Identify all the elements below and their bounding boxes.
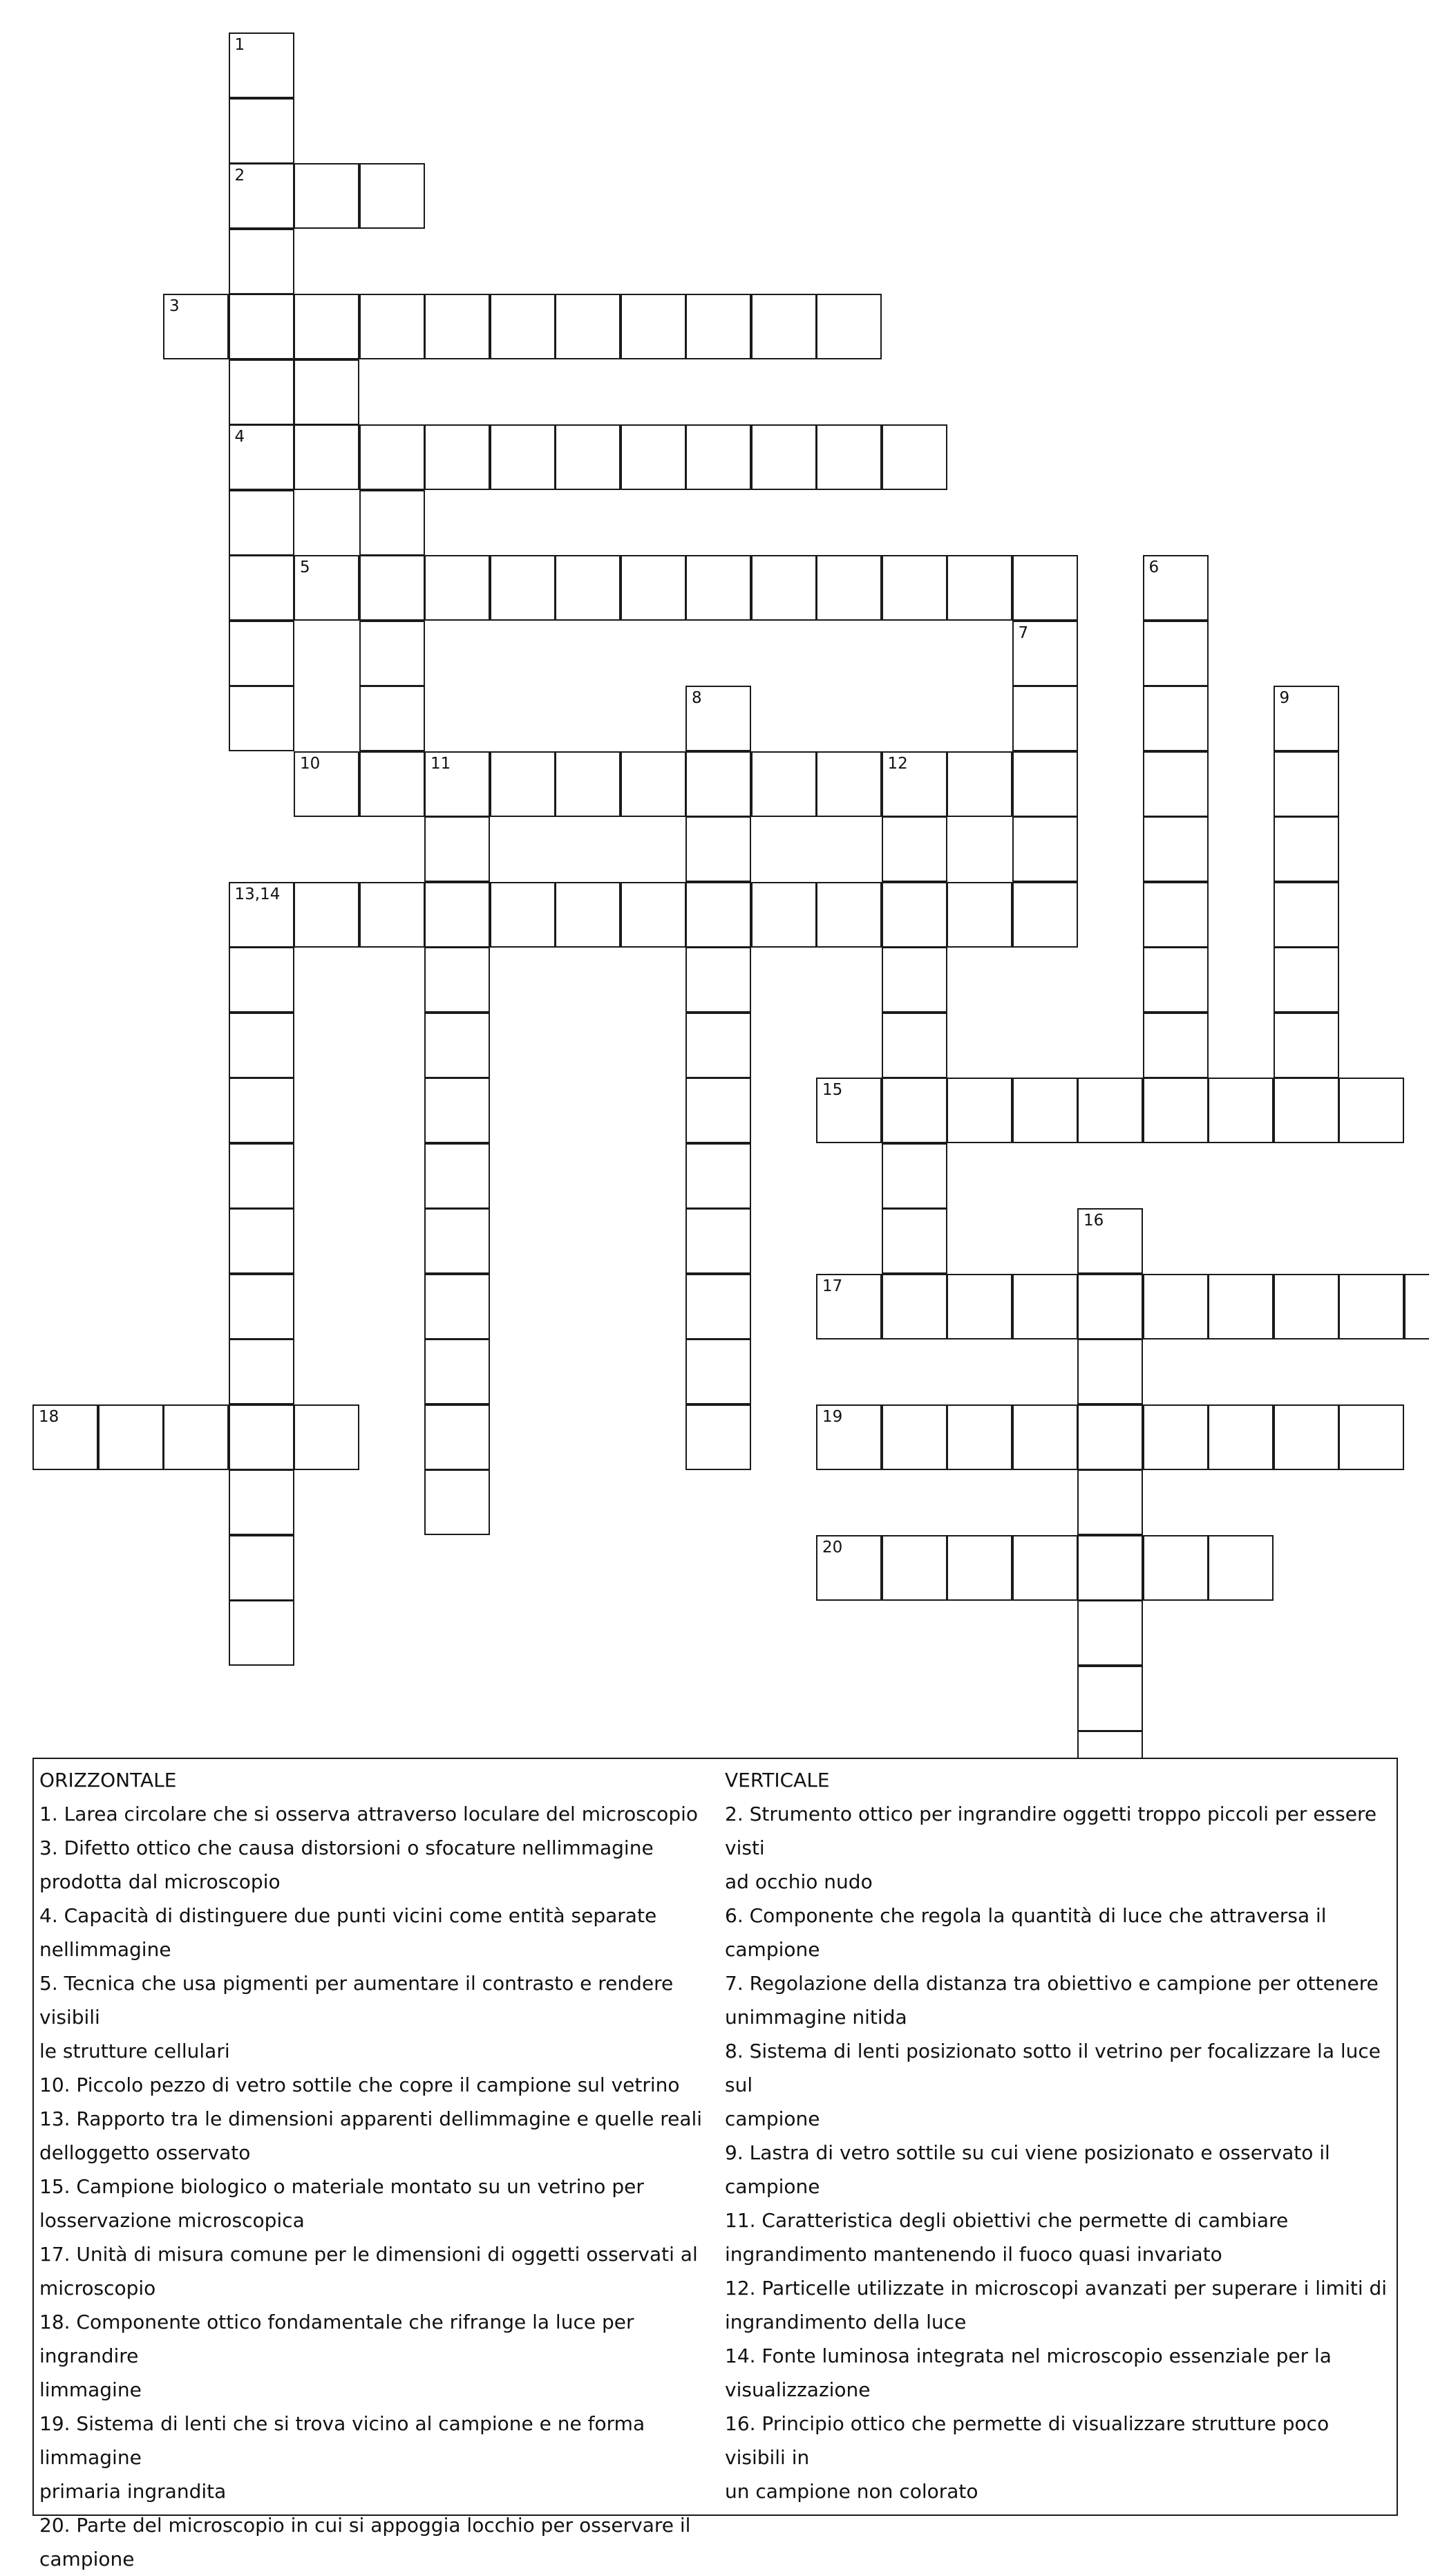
vertical-clues-heading: VERTICALE (725, 1763, 1395, 1797)
clue-line: ingrandimento della luce (725, 2305, 1395, 2339)
grid-cell[interactable] (163, 294, 229, 359)
grid-cell[interactable] (555, 751, 621, 817)
grid-cell[interactable] (163, 1404, 229, 1470)
clue-line: losservazione microscopica (39, 2203, 730, 2237)
grid-cell[interactable] (359, 621, 425, 686)
grid-cell[interactable] (490, 424, 556, 490)
grid-cell[interactable] (229, 1143, 294, 1209)
grid-cell[interactable] (882, 1078, 947, 1143)
clue-number: 5 (300, 560, 310, 576)
grid-cell[interactable] (294, 1404, 359, 1470)
grid-cell[interactable] (1274, 1274, 1339, 1339)
grid-cell[interactable] (621, 751, 686, 817)
grid-cell[interactable] (359, 490, 425, 556)
grid-cell[interactable] (1274, 751, 1339, 817)
grid-cell[interactable] (882, 1143, 947, 1209)
grid-cell[interactable] (229, 490, 294, 556)
grid-cell[interactable] (816, 424, 882, 490)
grid-cell[interactable] (685, 1274, 751, 1339)
grid-cell[interactable] (424, 751, 490, 817)
clue-number: 17 (822, 1279, 842, 1295)
clue-line: 14. Fonte luminosa integrata nel microscopio essenziale per la (725, 2339, 1395, 2373)
clue-line: microscopio (39, 2271, 730, 2305)
grid-cell[interactable] (490, 882, 556, 948)
grid-cell[interactable] (1143, 1535, 1209, 1601)
grid-cell[interactable] (1143, 882, 1209, 948)
clue-line: 12. Particelle utilizzate in microscopi avanzati per superare i limiti di (725, 2271, 1395, 2305)
grid-cell[interactable] (229, 1469, 294, 1535)
grid-cell[interactable] (229, 947, 294, 1013)
grid-cell[interactable] (490, 555, 556, 621)
clue-number: 19 (822, 1409, 842, 1425)
grid-cell[interactable] (229, 555, 294, 621)
grid-cell[interactable] (947, 1404, 1012, 1470)
clue-line: le strutture cellulari (39, 2034, 730, 2068)
grid-cell[interactable] (816, 1404, 882, 1470)
grid-cell[interactable] (229, 1208, 294, 1274)
clue-line: ingrandimento mantenendo il fuoco quasi invariato (725, 2237, 1395, 2271)
clue-line: campione (39, 2542, 730, 2576)
clue-number: 10 (300, 756, 320, 772)
clue-number: 12 (888, 756, 908, 772)
grid-cell[interactable] (229, 621, 294, 686)
grid-cell[interactable] (555, 555, 621, 621)
grid-cell[interactable] (229, 1274, 294, 1339)
grid-cell[interactable] (882, 947, 947, 1013)
grid-cell[interactable] (685, 1078, 751, 1143)
grid-cell[interactable] (1012, 686, 1078, 751)
grid-cell[interactable] (882, 751, 947, 817)
clue-line: primaria ingrandita (39, 2474, 730, 2508)
grid-cell[interactable] (1143, 947, 1209, 1013)
grid-cell[interactable] (947, 1078, 1012, 1143)
grid-cell[interactable] (751, 294, 817, 359)
grid-cell[interactable] (229, 32, 294, 98)
grid-cell[interactable] (32, 1404, 98, 1470)
grid-cell[interactable] (424, 1078, 490, 1143)
grid-cell[interactable] (424, 816, 490, 882)
clue-number: 18 (39, 1409, 59, 1425)
grid-cell[interactable] (359, 555, 425, 621)
clue-line: campione (725, 2170, 1395, 2203)
grid-cell[interactable] (1012, 1274, 1078, 1339)
grid-cell[interactable] (816, 1274, 882, 1339)
grid-cell[interactable] (1012, 1535, 1078, 1601)
grid-cell[interactable] (359, 686, 425, 751)
horizontal-clues-heading: ORIZZONTALE (39, 1763, 730, 1797)
grid-cell[interactable] (1077, 1404, 1143, 1470)
grid-cell[interactable] (229, 882, 294, 948)
clue-number: 6 (1149, 560, 1160, 576)
grid-cell[interactable] (1077, 1208, 1143, 1274)
grid-cell[interactable] (1012, 621, 1078, 686)
grid-cell[interactable] (1274, 1078, 1339, 1143)
clue-line: 20. Parte del microscopio in cui si appoggia locchio per osservare il (39, 2508, 730, 2542)
grid-cell[interactable] (1143, 816, 1209, 882)
grid-cell[interactable] (751, 882, 817, 948)
grid-cell[interactable] (1208, 1078, 1274, 1143)
grid-cell[interactable] (1143, 555, 1209, 621)
grid-cell[interactable] (1077, 1274, 1143, 1339)
grid-cell[interactable] (1338, 1404, 1404, 1470)
grid-cell[interactable] (685, 947, 751, 1013)
clue-line: 9. Lastra di vetro sottile su cui viene posizionato e osservato il (725, 2136, 1395, 2170)
grid-cell[interactable] (816, 1078, 882, 1143)
clue-number: 20 (822, 1540, 842, 1556)
grid-cell[interactable] (229, 294, 294, 359)
grid-cell[interactable] (1274, 882, 1339, 948)
grid-cell[interactable] (621, 555, 686, 621)
grid-cell[interactable] (1274, 1404, 1339, 1470)
grid-cell[interactable] (1012, 1078, 1078, 1143)
grid-cell[interactable] (229, 1078, 294, 1143)
grid-cell[interactable] (294, 359, 359, 425)
grid-cell[interactable] (229, 424, 294, 490)
grid-cell[interactable] (1077, 1535, 1143, 1601)
grid-cell[interactable] (1404, 1274, 1429, 1339)
grid-cell[interactable] (947, 1274, 1012, 1339)
grid-cell[interactable] (882, 1274, 947, 1339)
clue-line: campione (725, 2102, 1395, 2136)
clue-line: 18. Componente ottico fondamentale che rifrange la luce per ingrandire (39, 2305, 730, 2373)
clue-line: limmagine (39, 2373, 730, 2407)
grid-cell[interactable] (1208, 1535, 1274, 1601)
grid-cell[interactable] (1338, 1274, 1404, 1339)
clues-box (32, 1758, 1398, 2516)
grid-cell[interactable] (1077, 1600, 1143, 1666)
clue-number: 15 (822, 1082, 842, 1098)
grid-cell[interactable] (424, 1143, 490, 1209)
grid-cell[interactable] (1143, 751, 1209, 817)
clue-line: 10. Piccolo pezzo di vetro sottile che copre il campione sul vetrino (39, 2068, 730, 2102)
clue-line: 2. Strumento ottico per ingrandire oggetti troppo piccoli per essere visti (725, 1797, 1395, 1865)
horizontal-clues (39, 1763, 730, 2576)
grid-cell[interactable] (294, 163, 359, 229)
grid-cell[interactable] (685, 424, 751, 490)
grid-cell[interactable] (359, 751, 425, 817)
grid-cell[interactable] (882, 424, 947, 490)
clue-line: 6. Componente che regola la quantità di luce che attraversa il campione (725, 1899, 1395, 1966)
grid-cell[interactable] (882, 1208, 947, 1274)
grid-cell[interactable] (685, 686, 751, 751)
grid-cell[interactable] (490, 294, 556, 359)
grid-cell[interactable] (359, 424, 425, 490)
grid-cell[interactable] (621, 882, 686, 948)
grid-cell[interactable] (1077, 1078, 1143, 1143)
grid-cell[interactable] (424, 1013, 490, 1078)
grid-cell[interactable] (229, 163, 294, 229)
clue-number: 9 (1280, 690, 1290, 706)
grid-cell[interactable] (947, 882, 1012, 948)
grid-cell[interactable] (1143, 621, 1209, 686)
clue-line: nellimmagine (39, 1933, 730, 1966)
grid-cell[interactable] (685, 1404, 751, 1470)
grid-cell[interactable] (1143, 1078, 1209, 1143)
clue-line: 4. Capacità di distinguere due punti vicini come entità separate (39, 1899, 730, 1933)
clue-line: 13. Rapporto tra le dimensioni apparenti dellimmagine e quelle reali (39, 2102, 730, 2136)
grid-cell[interactable] (1143, 686, 1209, 751)
grid-cell[interactable] (816, 1535, 882, 1601)
clue-line: 8. Sistema di lenti posizionato sotto il vetrino per focalizzare la luce sul (725, 2034, 1395, 2102)
grid-cell[interactable] (359, 294, 425, 359)
grid-cell[interactable] (685, 1143, 751, 1209)
clue-line: 5. Tecnica che usa pigmenti per aumentare il contrasto e rendere visibili (39, 1966, 730, 2034)
grid-cell[interactable] (229, 1404, 294, 1470)
grid-cell[interactable] (424, 1469, 490, 1535)
grid-cell[interactable] (229, 1535, 294, 1601)
grid-cell[interactable] (1274, 686, 1339, 751)
clue-number: 1 (235, 37, 245, 53)
grid-cell[interactable] (1143, 1404, 1209, 1470)
grid-cell[interactable] (229, 1339, 294, 1404)
grid-cell[interactable] (294, 424, 359, 490)
grid-cell[interactable] (751, 751, 817, 817)
clue-line: 17. Unità di misura comune per le dimensioni di oggetti osservati al (39, 2237, 730, 2271)
grid-cell[interactable] (1274, 816, 1339, 882)
grid-cell[interactable] (621, 294, 686, 359)
grid-cell[interactable] (751, 424, 817, 490)
grid-cell[interactable] (947, 1535, 1012, 1601)
grid-cell[interactable] (816, 294, 882, 359)
grid-cell[interactable] (685, 882, 751, 948)
grid-cell[interactable] (294, 294, 359, 359)
clue-line: unimmagine nitida (725, 2000, 1395, 2034)
grid-cell[interactable] (1012, 816, 1078, 882)
clue-line: 3. Difetto ottico che causa distorsioni o sfocature nellimmagine (39, 1831, 730, 1865)
clue-line: un campione non colorato (725, 2474, 1395, 2508)
grid-cell[interactable] (685, 751, 751, 817)
clue-number: 11 (430, 756, 451, 772)
grid-cell[interactable] (1274, 1013, 1339, 1078)
clue-line: 7. Regolazione della distanza tra obiettivo e campione per ottenere (725, 1966, 1395, 2000)
grid-cell[interactable] (1208, 1404, 1274, 1470)
grid-cell[interactable] (424, 947, 490, 1013)
grid-cell[interactable] (816, 751, 882, 817)
grid-cell[interactable] (359, 163, 425, 229)
grid-cell[interactable] (1143, 1274, 1209, 1339)
grid-cell[interactable] (882, 555, 947, 621)
grid-cell[interactable] (621, 424, 686, 490)
clue-line: 1. Larea circolare che si osserva attraverso loculare del microscopio (39, 1797, 730, 1831)
clue-number: 16 (1083, 1213, 1104, 1229)
grid-cell[interactable] (229, 1600, 294, 1666)
grid-cell[interactable] (1077, 1339, 1143, 1404)
grid-cell[interactable] (1077, 1469, 1143, 1535)
clue-line: 15. Campione biologico o materiale montato su un vetrino per (39, 2170, 730, 2203)
grid-cell[interactable] (1012, 751, 1078, 817)
grid-cell[interactable] (229, 229, 294, 294)
vertical-clues (725, 1763, 1395, 2508)
grid-cell[interactable] (685, 816, 751, 882)
grid-cell[interactable] (685, 1339, 751, 1404)
grid-cell[interactable] (555, 294, 621, 359)
grid-cell[interactable] (751, 555, 817, 621)
grid-cell[interactable] (816, 882, 882, 948)
clue-line: ad occhio nudo (725, 1865, 1395, 1899)
clue-line: 16. Principio ottico che permette di visualizzare strutture poco visibili in (725, 2407, 1395, 2474)
grid-cell[interactable] (1143, 1013, 1209, 1078)
grid-cell[interactable] (424, 424, 490, 490)
grid-cell[interactable] (424, 555, 490, 621)
clue-line: 19. Sistema di lenti che si trova vicino al campione e ne forma limmagine (39, 2407, 730, 2474)
grid-cell[interactable] (424, 1208, 490, 1274)
grid-cell[interactable] (229, 359, 294, 425)
grid-cell[interactable] (229, 98, 294, 164)
grid-cell[interactable] (685, 555, 751, 621)
clue-number: 8 (692, 690, 702, 706)
grid-cell[interactable] (882, 1013, 947, 1078)
clue-line: prodotta dal microscopio (39, 1865, 730, 1899)
grid-cell[interactable] (947, 555, 1012, 621)
grid-cell[interactable] (1012, 882, 1078, 948)
grid-cell[interactable] (1012, 1404, 1078, 1470)
clue-line: 11. Caratteristica degli obiettivi che permette di cambiare (725, 2203, 1395, 2237)
clue-number: 13,14 (235, 887, 281, 903)
grid-cell[interactable] (98, 1404, 164, 1470)
grid-cell[interactable] (1012, 555, 1078, 621)
grid-cell[interactable] (229, 686, 294, 751)
grid-cell[interactable] (947, 751, 1012, 817)
grid-cell[interactable] (555, 424, 621, 490)
grid-cell[interactable] (424, 1274, 490, 1339)
grid-cell[interactable] (294, 751, 359, 817)
grid-cell[interactable] (424, 1404, 490, 1470)
grid-cell[interactable] (490, 751, 556, 817)
grid-cell[interactable] (882, 882, 947, 948)
grid-cell[interactable] (816, 555, 882, 621)
grid-cell[interactable] (555, 882, 621, 948)
grid-cell[interactable] (1338, 1078, 1404, 1143)
clue-line: delloggetto osservato (39, 2136, 730, 2170)
grid-cell[interactable] (685, 1208, 751, 1274)
grid-cell[interactable] (1208, 1274, 1274, 1339)
clue-number: 3 (169, 299, 180, 314)
grid-cell[interactable] (685, 294, 751, 359)
grid-cell[interactable] (424, 294, 490, 359)
clue-number: 4 (235, 429, 245, 445)
grid-cell[interactable] (424, 882, 490, 948)
grid-cell[interactable] (685, 1013, 751, 1078)
clue-number: 2 (235, 168, 245, 184)
grid-cell[interactable] (424, 1339, 490, 1404)
grid-cell[interactable] (294, 882, 359, 948)
grid-cell[interactable] (882, 816, 947, 882)
grid-cell[interactable] (1274, 947, 1339, 1013)
clue-number: 7 (1019, 626, 1029, 641)
clue-line: visualizzazione (725, 2373, 1395, 2407)
grid-cell[interactable] (294, 555, 359, 621)
grid-cell[interactable] (229, 1013, 294, 1078)
grid-cell[interactable] (359, 882, 425, 948)
grid-cell[interactable] (882, 1404, 947, 1470)
grid-cell[interactable] (1077, 1666, 1143, 1731)
grid-cell[interactable] (882, 1535, 947, 1601)
